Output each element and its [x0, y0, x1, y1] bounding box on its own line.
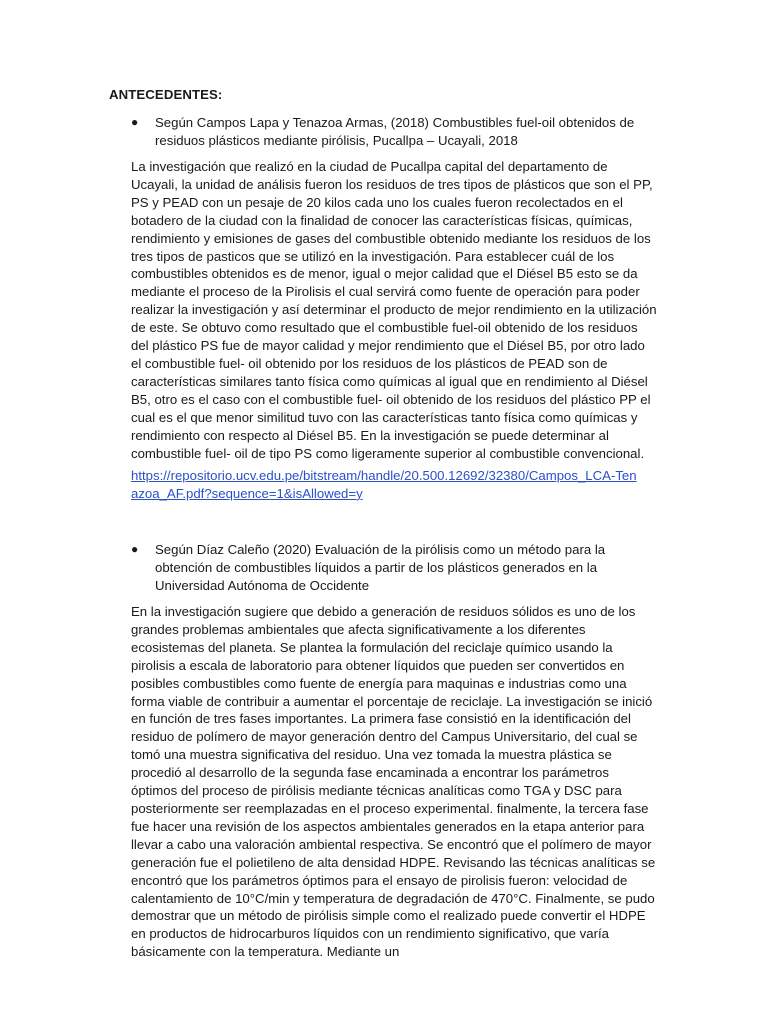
section-heading: ANTECEDENTES: — [109, 87, 223, 102]
summary-paragraph-1: La investigación que realizó en la ciudad de Pucallpa capital del departamento de Ucayali, la unidad de análisis fueron los residuos de tres tipos de plásticos que son el PP, PS y PEAD con un pesaje de 20 kilos cada uno los cuales fueron recolectados en el botadero de la ciudad con la finalidad de conocer las características físicas, químicas, rendimiento y emisiones de gases del combustible obtenido mediante los residuos de los tres tipos de pasticos que se utilizó en la investigación. Para establecer cuál de los combustibles obtenidos es de menor, igual o mejor calidad que el Diésel B5 esto se da mediante el proceso de la Pirolisis el cual servirá como fuente de operación para poder realizar la investigación y así determinar el producto de mejor rendimiento en la utilización de este. Se obtuvo como resultado que el combustible fuel-oil obtenido de los residuos del plástico PS fue de mayor calidad y mejor rendimiento que el Diésel B5, por otro lado el combustible fuel- oil obtenido por los residuos de los plásticos de PEAD son de características similares tanto física como químicas al igual que en rendimiento al Diésel B5, otro es el caso con el combustible fuel- oil obtenido de los residuos del plástico PP el cual es el que menor similitud tuvo con las características tanto física como químicas y rendimiento con respecto al Diésel B5. En la investigación se puede determinar al combustible fuel- oil de tipo PS como ligeramente superior al combustible convencional. — [131, 159, 657, 461]
reference-entry-2 — [131, 541, 651, 595]
summary-paragraph-2: En la investigación sugiere que debido a generación de residuos sólidos es uno de los grandes problemas ambientales que afecta significativamente a los diferentes ecosistemas del planeta. Se plantea la formulación del reciclaje químico usando la pirolisis a escala de laboratorio para obtener líquidos que pueden ser convertidos en posibles combustibles como fuente de energía para maquinas e industrias como una forma viable de contribuir a aumentar el porcentaje de reciclaje. La investigación se inició en función de tres fases importantes. La primera fase consistió en la identificación del residuo de polímero de mayor generación dentro del Campus Universitario, del cual se tomó una muestra significativa del residuo. Una vez tomada la muestra plástica se procedió al desarrollo de la segunda fase encaminada a encontrar los parámetros óptimos del proceso de pirólisis mediante técnicas analíticas como TGA y DSC para posteriormente ser reemplazadas en el proceso experimental. finalmente, la tercera fase fue hacer una revisión de los aspectos ambientales generados en la etapa anterior para llevar a cabo una valoración ambiental respectiva. Se encontró que el polímero de mayor generación fue el polietileno de alta densidad HDPE. Revisando las técnicas analíticas se encontró que los parámetros óptimos para el ensayo de pirolisis fueron: velocidad de calentamiento de 10°C/min y temperatura de degradación de 470°C. Finalmente, se pudo demostrar que un método de pirólisis simple como el realizado puede convertir el HDPE en productos de hidrocarburos líquidos con un rendimiento significativo, que varía básicamente con la temperatura. Mediante un — [131, 604, 656, 960]
bullet-icon: ● — [131, 542, 139, 556]
bullet-icon: ● — [131, 115, 139, 129]
reference-title-2: Según Díaz Caleño (2020) Evaluación de la pirólisis como un método para la obtención de combustibles líquidos a partir de los plásticos generados en la Universidad Autónoma de Occidente — [155, 542, 606, 593]
reference-title-1: Según Campos Lapa y Tenazoa Armas, (2018) Combustibles fuel-oil obtenidos de residuos plásticos mediante pirólisis, Pucallpa – Ucayali, 2018 — [155, 115, 635, 148]
reference-entry-1 — [131, 114, 651, 150]
reference-link-1[interactable]: https://repositorio.ucv.edu.pe/bitstream/handle/20.500.12692/32380/Campos_LCA-Tenazoa_AF.pdf?sequence=1&isAllowed=y — [131, 468, 637, 501]
